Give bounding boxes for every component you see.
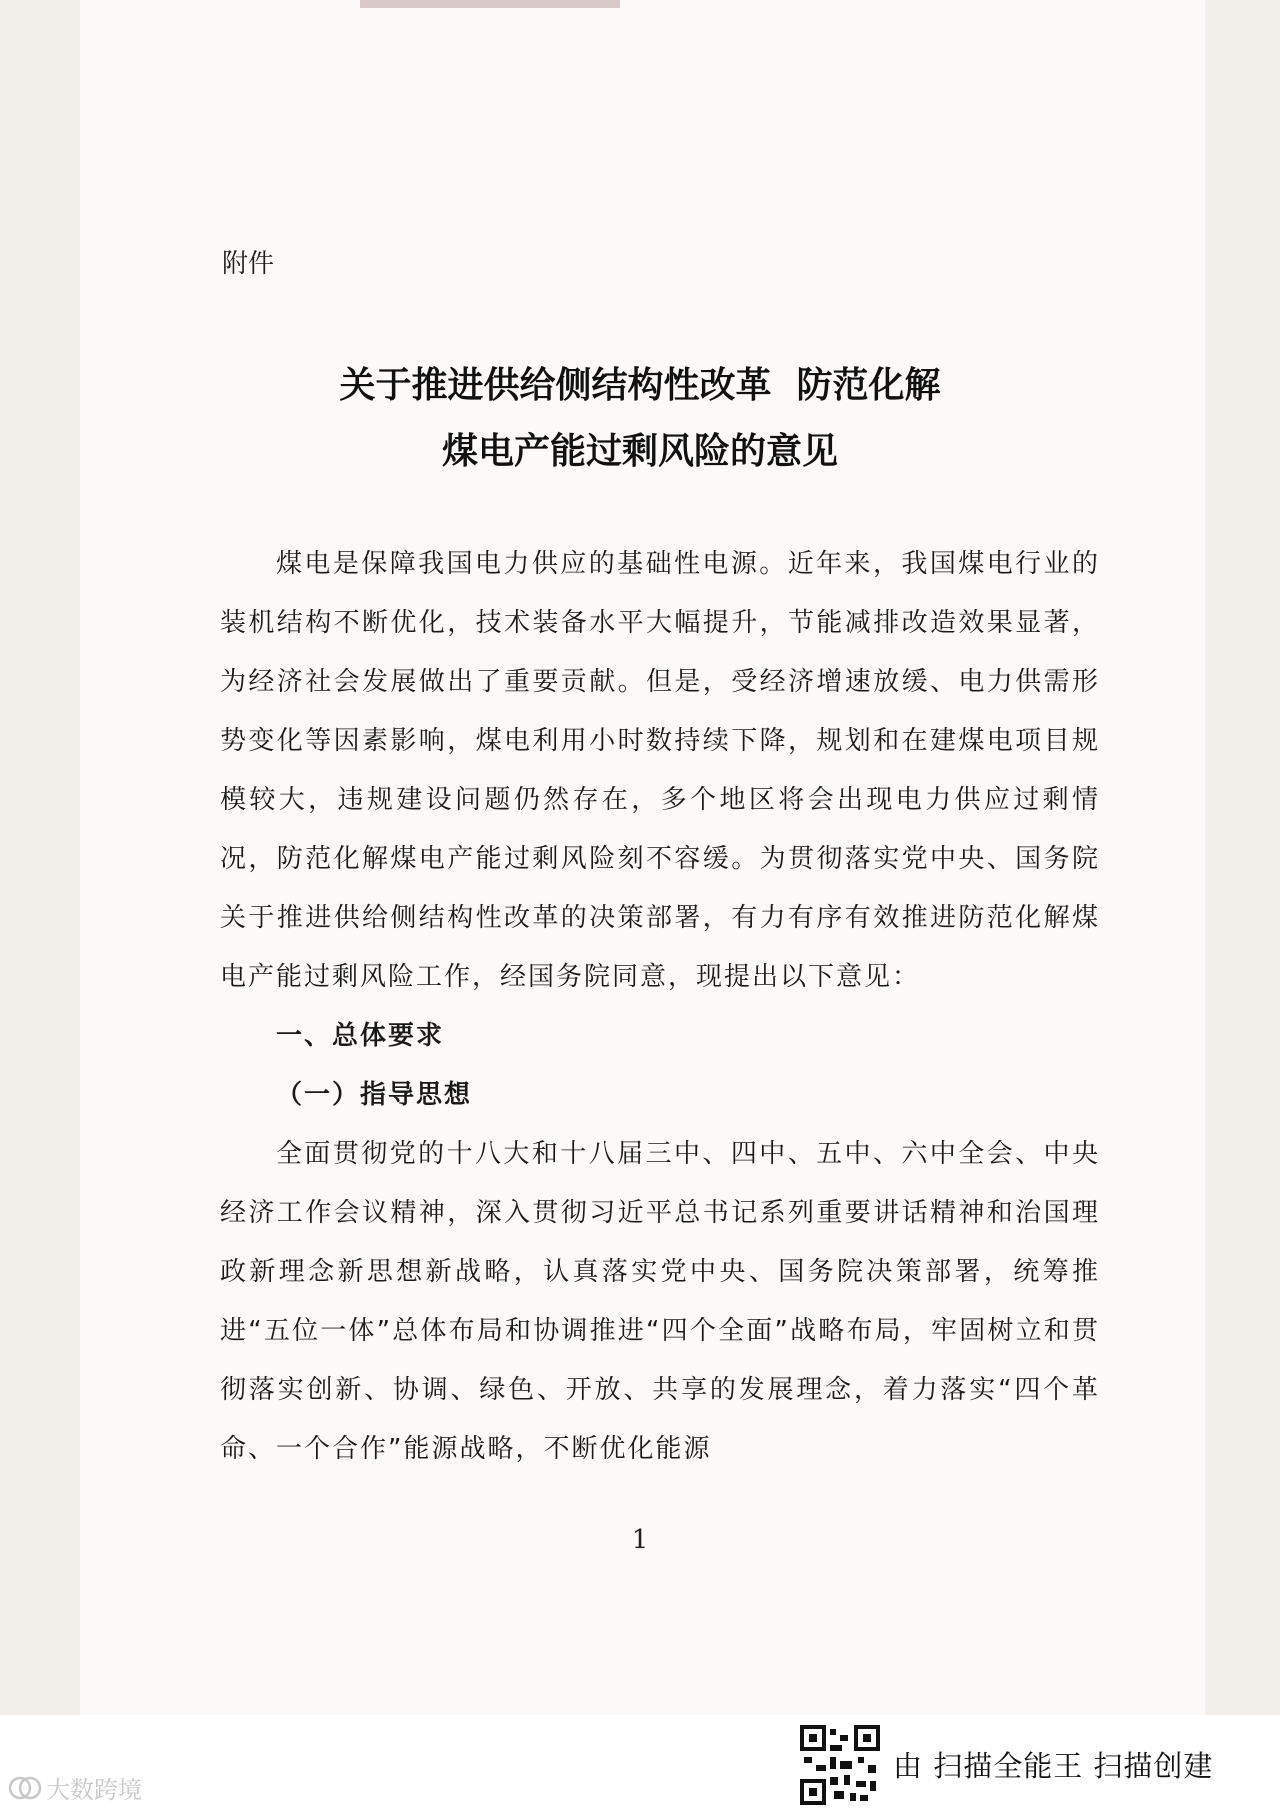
watermark bbox=[8, 1770, 142, 1805]
intro-paragraph: 煤电是保障我国电力供应的基础性电源。近年来，我国煤电行业的装机结构不断优化，技术装备水平大幅提升，节能减排改造效果显著，为经济社会发展做出了重要贡献。但是，受经济增速放缓、电力供需形势变化等因素影响，煤电利用小时数持续下降，规划和在建煤电项目规模较大，违规建设问题仍然存在，多个地区将会出现电力供应过剩情况，防范化解煤电产能过剩风险刻不容缓。为贯彻落实党中央、国务院关于推进供给侧结构性改革的决策部署，有力有序有效推进防范化解煤电产能过剩风险工作，经国务院同意，现提出以下意见： bbox=[220, 549, 1100, 992]
watermark-text: 大数跨境 bbox=[46, 1776, 142, 1804]
subsection-heading: （一）指导思想 bbox=[276, 1080, 473, 1110]
document-title bbox=[200, 352, 1080, 484]
section-heading: 一、总体要求 bbox=[276, 1021, 445, 1051]
qr-code-icon bbox=[800, 1725, 880, 1805]
title-line-2: 煤电产能过剩风险的意见 bbox=[441, 430, 838, 472]
scan-credit-text: 由 扫描全能王 扫描创建 bbox=[893, 1749, 1214, 1783]
attachment-label: 附件 bbox=[222, 249, 275, 279]
guiding-paragraph: 全面贯彻党的十八大和十八届三中、四中、五中、六中全会、中央经济工作会议精神，深入贯彻习近平总书记系列重要讲话精神和治国理政新理念新思想新战略，认真落实党中央、国务院决策部署，统筹推进“五位一体”总体布局和协调推进“四个全面”战略布局，牢固树立和贯彻落实创新、协调、绿色、开放、共享的发展理念，着力落实“四个革命、一个合作”能源战略，不断优化能源 bbox=[220, 1139, 1100, 1464]
page-number: 1 bbox=[631, 1525, 649, 1555]
title-line-1: 关于推进供给侧结构性改革 防范化解 bbox=[339, 364, 941, 406]
document-body bbox=[220, 535, 1100, 1479]
scan-edge-mark bbox=[360, 0, 620, 8]
watermark-logo-icon bbox=[8, 1773, 42, 1803]
